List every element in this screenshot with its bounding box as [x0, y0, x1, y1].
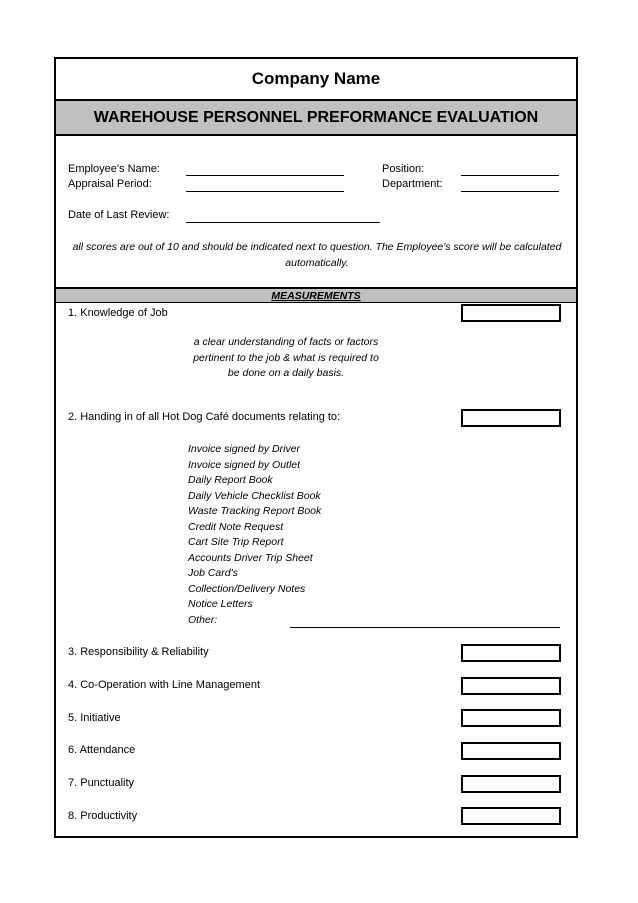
- department-field[interactable]: [461, 191, 559, 192]
- last-review-label: Date of Last Review:: [68, 209, 170, 221]
- knowledge-description: a clear understanding of facts or factors pertinent to the job & what is required to be done on a daily basis.: [193, 336, 379, 379]
- employee-name-field[interactable]: [186, 175, 344, 176]
- position-field[interactable]: [461, 175, 559, 176]
- employee-name-label: Employee's Name:: [68, 163, 160, 175]
- document-item: Other:: [188, 613, 218, 626]
- document-item: Accounts Driver Trip Sheet: [188, 551, 313, 564]
- last-review-field[interactable]: [186, 222, 380, 223]
- document-item: Collection/Delivery Notes: [188, 582, 306, 595]
- item-attendance-label: 6. Attendance: [68, 744, 136, 756]
- score-box-documents[interactable]: [461, 409, 561, 427]
- documents-list: [188, 442, 321, 628]
- score-box-knowledge[interactable]: [461, 304, 561, 322]
- item-initiative-label: 5. Initiative: [68, 712, 121, 724]
- document-item: Cart Site Trip Report: [188, 536, 284, 548]
- score-box-responsibility[interactable]: [461, 644, 561, 662]
- score-box-punctuality[interactable]: [461, 775, 561, 793]
- other-documents-field[interactable]: [290, 627, 560, 628]
- document-item: Invoice signed by Outlet: [188, 458, 301, 471]
- score-box-initiative[interactable]: [461, 709, 561, 727]
- form-title: WAREHOUSE PERSONNEL PREFORMANCE EVALUATION: [56, 101, 576, 136]
- document-item: Job Card's: [188, 567, 238, 579]
- company-name: Company Name: [56, 59, 576, 101]
- document-item: Daily Vehicle Checklist Book: [188, 489, 321, 502]
- score-box-productivity[interactable]: [461, 807, 561, 825]
- item-documents-label: 2. Handing in of all Hot Dog Café documents relating to:: [68, 411, 341, 423]
- document-item: Invoice signed by Driver: [188, 443, 301, 455]
- item-knowledge-label: 1. Knowledge of Job: [68, 307, 168, 319]
- item-responsibility-label: 3. Responsibility & Reliability: [68, 646, 209, 658]
- document-item: Notice Letters: [188, 598, 253, 610]
- position-label: Position:: [382, 163, 425, 175]
- document-item: Waste Tracking Report Book: [188, 505, 322, 517]
- item-productivity-label: 8. Productivity: [68, 810, 138, 822]
- department-label: Department:: [382, 178, 443, 190]
- appraisal-period-field[interactable]: [186, 191, 344, 192]
- document-item: Credit Note Request: [188, 520, 284, 533]
- scoring-note: all scores are out of 10 and should be indicated next to question. The Employee's score will be calculated automatically.: [72, 241, 562, 269]
- evaluation-form: [54, 57, 578, 838]
- document-item: Daily Report Book: [188, 474, 273, 486]
- item-punctuality-label: 7. Punctuality: [68, 777, 135, 789]
- measurements-header: MEASUREMENTS: [56, 287, 576, 303]
- item-cooperation-label: 4. Co-Operation with Line Management: [68, 679, 260, 691]
- appraisal-period-label: Appraisal Period:: [68, 178, 152, 190]
- score-box-cooperation[interactable]: [461, 677, 561, 695]
- score-box-attendance[interactable]: [461, 742, 561, 760]
